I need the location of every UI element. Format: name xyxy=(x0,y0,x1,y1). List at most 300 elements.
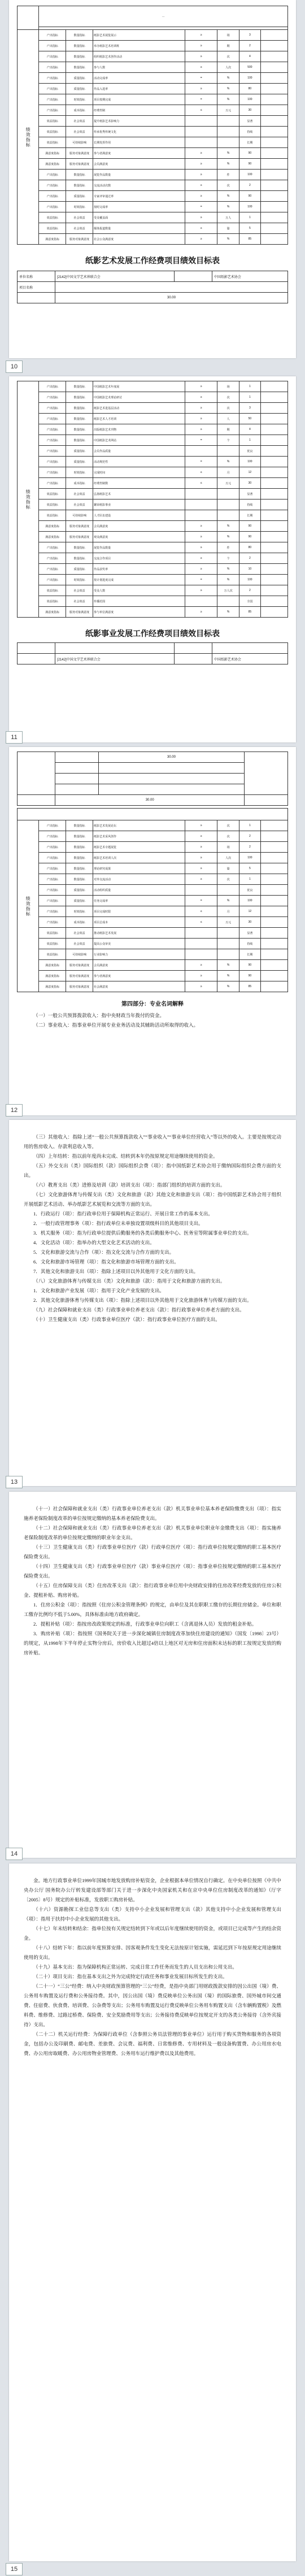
operator-cell xyxy=(185,596,217,607)
table-row xyxy=(18,949,288,960)
target-description-c xyxy=(18,809,288,820)
unit-cell: 人次 xyxy=(217,62,239,73)
remark-cell xyxy=(261,863,288,874)
paragraph: （十六）资源勘探工业信息等支出（类）支持中小企业发展和管理支出（款）其他支持中小企业发展和管理支出（项）：指用于扶持中小企业发展的其他支出。 xyxy=(24,1906,281,1922)
table-row xyxy=(18,928,288,939)
indicator-cell: 行业影响力 xyxy=(93,949,185,960)
target-label-cell xyxy=(18,6,39,30)
unit-cell xyxy=(217,939,239,949)
level1-cell: 产出指标 xyxy=(39,403,66,414)
table-row xyxy=(18,381,288,392)
unit-cell: 万元 xyxy=(217,917,239,928)
value-cell: 30 xyxy=(239,105,260,116)
level1-cell: 产出指标 xyxy=(39,820,66,831)
value-cell: 90 xyxy=(239,971,260,981)
value-cell: 1 xyxy=(239,435,260,446)
level2-cell: 质量指标 xyxy=(66,885,93,896)
operator-cell: ≥ xyxy=(185,414,217,424)
operator-cell: ≥ xyxy=(185,831,217,842)
level2-cell: 时效指标 xyxy=(66,467,93,478)
operator-cell xyxy=(185,939,217,949)
table-row xyxy=(18,191,288,202)
remark-cell xyxy=(261,885,288,896)
unit-value: [2142]中国文学艺术界联合会 xyxy=(55,271,175,282)
operator-cell: ≥ xyxy=(185,820,217,831)
remark-cell xyxy=(261,831,288,842)
remark-cell xyxy=(261,607,288,618)
table-row xyxy=(18,424,288,435)
remark-cell xyxy=(261,478,288,489)
level1-cell: 产出指标 xyxy=(39,202,66,212)
operator-cell: ≥ xyxy=(185,41,217,51)
operator-cell: ≥ xyxy=(185,223,217,234)
indicator-cell: 参与者满意度 xyxy=(93,971,185,981)
unit-cell: 篇 xyxy=(217,863,239,874)
operator-cell: ≥ xyxy=(185,30,217,41)
indicator-cell: 纸影艺术进基层活动 xyxy=(93,403,185,414)
table-row xyxy=(18,84,288,94)
operator-cell: ≥ xyxy=(185,148,217,159)
level2-cell: 社会效益 xyxy=(66,939,93,949)
level1-cell: 产出指标 xyxy=(39,542,66,553)
unit-cell: % xyxy=(217,159,239,170)
value-cell: 1 xyxy=(239,874,260,885)
table-row xyxy=(18,906,288,917)
indicator-cell: 参与单位满意度 xyxy=(93,607,185,618)
remark-cell xyxy=(261,62,288,73)
operator-cell: ≥ xyxy=(185,553,217,564)
table-row xyxy=(18,51,288,62)
indicator-cell: 提升纸影艺术影响力 xyxy=(93,116,185,127)
level2-cell: 质量指标 xyxy=(66,564,93,575)
table-row xyxy=(18,234,288,245)
paragraph: 1．文化和旅游产业发展（项）：指用于文化产业发展的支出。 xyxy=(33,1288,165,1293)
level2-cell: 社会效益 xyxy=(66,489,93,499)
remark-cell xyxy=(261,51,288,62)
level1-cell: 产出指标 xyxy=(39,553,66,564)
unit-cell: % xyxy=(217,84,239,94)
level2-cell: 质量指标 xyxy=(66,73,93,84)
remark-cell xyxy=(261,105,288,116)
indicator-cell: 传播范围 xyxy=(93,596,185,607)
table-row xyxy=(18,874,288,885)
indicator-cell: 活动完成率 xyxy=(93,73,185,84)
operator-cell: ≥ xyxy=(185,521,217,532)
remark-cell xyxy=(261,906,288,917)
operator-cell xyxy=(185,928,217,939)
operator-cell: ≥ xyxy=(185,960,217,971)
value-cell: 1 xyxy=(239,381,260,392)
unit-cell xyxy=(217,510,239,521)
unit-cell: 人 xyxy=(217,414,239,424)
value-cell: 80 xyxy=(239,542,260,553)
level2-cell: 可持续影响 xyxy=(66,510,93,521)
indicator-cell: 弘扬纸影艺术 xyxy=(93,489,185,499)
table-row xyxy=(18,917,288,928)
value-cell: 90 xyxy=(239,532,260,542)
page-number-14: 14 xyxy=(6,1848,23,1860)
paragraph: （十三）卫生健康支出（类）行政事业单位医疗（款）行政单位医疗（项）：指行政单位按规定缴纳的职工基本医疗保险费支出。 xyxy=(24,1544,281,1559)
level1-cell: 产出指标 xyxy=(39,30,66,41)
level1-cell: 满意度指标 xyxy=(39,148,66,159)
unit-cell xyxy=(217,949,239,960)
value-cell: 100 xyxy=(239,202,260,212)
target-description xyxy=(39,6,288,27)
level1-cell: 产出指标 xyxy=(39,575,66,585)
unit-cell: 个 xyxy=(217,553,239,564)
paragraph: （二十）项目支出：指在基本支出之外为完成特定行政任务和事业发展目标所发生的支出。 xyxy=(33,1974,228,1979)
unit-cell: % xyxy=(217,896,239,906)
unit-cell: 场 xyxy=(217,381,239,392)
level1-cell: 效益指标 xyxy=(39,510,66,521)
value-cell: 30 xyxy=(239,917,260,928)
unit-value-2: [2142]中国文学艺术界联合会 xyxy=(55,654,175,664)
table-row xyxy=(18,553,288,564)
table-row xyxy=(18,403,288,414)
indicator-group-label: 绩效指标 xyxy=(18,381,39,618)
paragraph: （五）外交支出（类）国际组织（款）国际组织会费（项）：指中国纸影艺术协会用于缴纳国际组织会费方面的支出。 xyxy=(24,1163,281,1178)
unit-cell: 次 xyxy=(217,403,239,414)
table-row xyxy=(18,30,288,41)
paragraph: （十九）基本支出：指为保障机构正常运转、完成日常工作任务而发生的人员支出和公用支出。 xyxy=(33,1964,237,1970)
level2-cell: 社会效益 xyxy=(66,212,93,223)
paragraph: （十五）住房保障支出（类）住房改革支出（款）：指行政事业单位用中央财政安排的住房改革经费发放的住房公积金、提租补贴、购房补贴。 xyxy=(24,1583,281,1598)
level1-cell: 产出指标 xyxy=(39,191,66,202)
operator-cell: ≥ xyxy=(185,180,217,191)
remark-cell xyxy=(261,435,288,446)
level1-cell: 效益指标 xyxy=(39,127,66,137)
operator-cell: = xyxy=(185,435,217,446)
table-row xyxy=(18,564,288,575)
operator-cell xyxy=(185,446,217,457)
unit-cell: % xyxy=(217,234,239,245)
table-row xyxy=(18,223,288,234)
level2-cell: 质量指标 xyxy=(66,191,93,202)
value-cell: 优良 xyxy=(239,446,260,457)
org-label xyxy=(174,271,212,282)
value-cell: 长期 xyxy=(239,510,260,521)
indicator-cell: 按时完成率 xyxy=(93,202,185,212)
unit-cell: 场 xyxy=(217,842,239,853)
level1-cell: 产出指标 xyxy=(39,457,66,467)
level2-cell: 服务对象满意度 xyxy=(66,532,93,542)
page-sheet-12 xyxy=(9,747,296,1115)
unit-cell: % xyxy=(217,73,239,84)
level1-cell: 效益指标 xyxy=(39,949,66,960)
level2-cell: 可持续影响 xyxy=(66,137,93,148)
table-row xyxy=(18,414,288,424)
paragraph: 7．其他文化和旅游支出（项）：指除上述项目以外其他用于文化方面的支出。 xyxy=(33,1269,199,1274)
value-cell: 持续 xyxy=(239,939,260,949)
unit-cell: % xyxy=(217,532,239,542)
remark-cell xyxy=(261,212,288,223)
unit-cell: 个 xyxy=(217,435,239,446)
operator-cell: ≥ xyxy=(185,170,217,180)
indicator-cell: 展览作品数量 xyxy=(93,170,185,180)
unit-cell: 次 xyxy=(217,51,239,62)
operator-cell: ≤ xyxy=(185,478,217,489)
indicator-cell: 传承优秀传统文化 xyxy=(93,127,185,137)
level1-cell: 产出指标 xyxy=(39,478,66,489)
unit-cell: 场 xyxy=(217,30,239,41)
operator-cell: ≤ xyxy=(185,917,217,928)
unit-cell: 期 xyxy=(217,424,239,435)
level1-cell: 产出指标 xyxy=(39,917,66,928)
level1-cell: 产出指标 xyxy=(39,381,66,392)
value-cell: 全国 xyxy=(239,596,260,607)
page-number-10: 10 xyxy=(6,360,23,373)
performance-table-b xyxy=(17,381,288,618)
table-row xyxy=(18,607,288,618)
level1-cell: 产出指标 xyxy=(39,84,66,94)
value-cell: 90 xyxy=(239,191,260,202)
page-number-11: 11 xyxy=(6,731,23,744)
unit-cell: 篇 xyxy=(217,223,239,234)
indicator-cell: 理论研究成果 xyxy=(93,863,185,874)
indicator-cell: 人才队伍建设 xyxy=(93,510,185,521)
level1-cell: 满意度指标 xyxy=(39,521,66,532)
value-cell: 30 xyxy=(239,478,260,489)
operator-cell xyxy=(185,127,217,137)
value-cell: 持续 xyxy=(239,127,260,137)
unit-cell: 次 xyxy=(217,874,239,885)
project-label: 项目名称 xyxy=(18,282,55,293)
level1-cell: 满意度指标 xyxy=(39,971,66,981)
indicator-cell: 中国纸影艺术年度展 xyxy=(93,381,185,392)
paragraph: （二十二）机关运行经费：为保障行政单位（含参照公务员法管理的事业单位）运行用于购买货物和服务的各项资金，包括办公及印刷费、邮电费、差旅费、会议费、福利费、日常维修费、专用材料及一般设备购置费、办公用房水电费、办公用房取暖费、办公用房物业管理费、公务用车运行维护费以及其他费用。 xyxy=(24,2031,281,2056)
level2-cell: 质量指标 xyxy=(66,896,93,906)
value-cell: 100 xyxy=(239,896,260,906)
unit-cell xyxy=(217,116,239,127)
level2-cell: 服务对象满意度 xyxy=(66,234,93,245)
operator-cell: ≥ xyxy=(185,403,217,414)
level1-cell: 产出指标 xyxy=(39,831,66,842)
value-cell: 显著 xyxy=(239,928,260,939)
value-cell: 90 xyxy=(239,159,260,170)
level2-cell: 数量指标 xyxy=(66,820,93,831)
indicator-cell: 纸影艺术发展论坛 xyxy=(93,820,185,831)
paragraph: （三）其他收入：指除上述“一般公共预算拨款收入”“事业收入”“事业单位经营收入”等以外的收入。主要是按规定动用的售房收入、存款利息收入等。 xyxy=(24,1134,281,1149)
operator-cell: ≥ xyxy=(185,159,217,170)
value-cell: 100 xyxy=(239,94,260,105)
remark-cell xyxy=(261,939,288,949)
paragraph: （七）文化旅游体育与传媒支出（类）文化和旅游（款）其他文化和旅游支出（项）：指中国纸影艺术协会用于组织开展纸影艺术活动、举办纸影艺术展览和交流等方面的支出。 xyxy=(24,1192,281,1207)
unit-cell xyxy=(217,446,239,457)
operator-cell xyxy=(185,510,217,521)
indicator-cell: 中国纸影艺术理论研讨 xyxy=(93,392,185,403)
value-cell: 10 xyxy=(239,564,260,575)
table-row xyxy=(18,392,288,403)
paragraph: 3．购房补贴（项）：指按照《国务院关于进一步深化城镇住房制度改革加快住房建设的通知》（国发〔1998〕23号）的规定，从1998年下半年停止实物分房后，房价收入比超过4倍以上地区对无房和住房面积未达标的职工按规定发放的购房补贴。 xyxy=(24,1631,281,1656)
performance-table-a xyxy=(17,6,288,245)
paragraph: （十八）结转下年：指以前年度预算安排、因客观条件发生变化无法按原计划实施，需延迟到下年按原规定用途继续使用的支出。 xyxy=(24,1945,281,1960)
unit-label: 单位名称 xyxy=(18,271,55,282)
level1-cell: 产出指标 xyxy=(39,105,66,116)
remark-cell xyxy=(261,874,288,885)
indicator-cell: 社会公众满意度 xyxy=(93,234,185,245)
level2-cell: 数量指标 xyxy=(66,863,93,874)
remark-cell xyxy=(261,202,288,212)
unit-cell: 人次 xyxy=(217,853,239,863)
unit-cell xyxy=(217,885,239,896)
indicator-cell: 会员作品质量 xyxy=(93,446,185,457)
remark-cell xyxy=(261,159,288,170)
indicator-cell: 项目完成时限 xyxy=(93,906,185,917)
indicator-cell: 纸影艺术专题展览 xyxy=(93,842,185,853)
remark-cell xyxy=(261,960,288,971)
paragraph: （四）上年结转：指以前年度尚未完成、结转到本年仍按原规定用途继续使用的资金。 xyxy=(33,1153,218,1159)
unit-cell: 件 xyxy=(217,170,239,180)
value-cell: 2 xyxy=(239,41,260,51)
indicator-cell: 提高公众审美 xyxy=(93,939,185,949)
remark-cell xyxy=(261,414,288,424)
indicator-cell: 完成时间 xyxy=(93,467,185,478)
level1-cell: 效益指标 xyxy=(39,928,66,939)
remark-cell xyxy=(261,820,288,831)
level1-cell: 产出指标 xyxy=(39,906,66,917)
remark-cell xyxy=(261,542,288,553)
table-row xyxy=(18,521,288,532)
indicator-cell: 会员满意度 xyxy=(93,159,185,170)
level2-cell: 质量指标 xyxy=(66,457,93,467)
unit-cell xyxy=(217,489,239,499)
operator-cell: ≥ xyxy=(185,424,217,435)
funding-grid xyxy=(17,751,288,806)
level2-cell: 数量指标 xyxy=(66,51,93,62)
operator-cell: = xyxy=(185,94,217,105)
level1-cell: 产出指标 xyxy=(39,853,66,863)
level2-cell: 时效指标 xyxy=(66,202,93,212)
value-cell: 12 xyxy=(239,906,260,917)
remark-cell xyxy=(261,392,288,403)
remark-cell xyxy=(261,596,288,607)
level2-cell: 数量指标 xyxy=(66,414,93,424)
remark-cell xyxy=(261,84,288,94)
indicator-cell: 交流合作项目 xyxy=(93,553,185,564)
indicator-cell: 会员满意度 xyxy=(93,960,185,971)
operator-cell: = xyxy=(185,457,217,467)
indicator-cell: 对外交流活动 xyxy=(93,874,185,885)
paragraph: 4．文化活动（项）：指举办的大型文化艺术活动的支出。 xyxy=(33,1240,155,1245)
level1-cell: 产出指标 xyxy=(39,51,66,62)
operator-cell xyxy=(185,885,217,896)
level2-cell: 数量指标 xyxy=(66,170,93,180)
unit-cell: % xyxy=(217,971,239,981)
remark-cell xyxy=(261,381,288,392)
project-value xyxy=(55,282,288,293)
level1-cell: 产出指标 xyxy=(39,435,66,446)
operator-cell: ≥ xyxy=(185,564,217,575)
level2-cell: 数量指标 xyxy=(66,553,93,564)
value-cell: 90 xyxy=(239,521,260,532)
unit-cell: 万元 xyxy=(217,105,239,116)
remark-cell xyxy=(261,467,288,478)
page-sheet-11 xyxy=(9,376,296,742)
level2-cell: 社会效益 xyxy=(66,596,93,607)
level1-cell: 产出指标 xyxy=(39,73,66,84)
level2-cell: 数量指标 xyxy=(66,403,93,414)
table-row xyxy=(18,510,288,521)
level1-cell: 产出指标 xyxy=(39,863,66,874)
level1-cell: 满意度指标 xyxy=(39,159,66,170)
paragraph: （十二）社会保障和就业支出（类）行政事业单位养老支出（款）机关事业单位职业年金缴费支出（项）：指实施养老保险制度改革的单位按规定缴纳的职业年金支出。 xyxy=(24,1525,281,1540)
table-row xyxy=(18,212,288,223)
indicator-cell: 参与者满意度 xyxy=(93,148,185,159)
level1-cell: 产出指标 xyxy=(39,564,66,575)
level2-cell: 数量指标 xyxy=(66,435,93,446)
unit-cell: 月 xyxy=(217,467,239,478)
indicator-cell: 纸影艺术人才培训 xyxy=(93,414,185,424)
value-cell: 4 xyxy=(239,51,260,62)
value-cell: 100 xyxy=(239,170,260,180)
remark-cell xyxy=(261,521,288,532)
paragraph: 1．行政运行（项）：指行政单位用于保障机构正常运行、开展日常工作的基本支出。 xyxy=(33,1211,213,1217)
operator-cell: = xyxy=(185,896,217,906)
table-row xyxy=(18,585,288,596)
table-row xyxy=(18,127,288,137)
operator-cell: = xyxy=(185,575,217,585)
value-cell: 5 xyxy=(239,863,260,874)
unit-cell xyxy=(217,596,239,607)
page-number-12: 12 xyxy=(6,1104,23,1117)
level1-cell: 满意度指标 xyxy=(39,234,66,245)
value-cell: 1 xyxy=(239,820,260,831)
operator-cell: ≥ xyxy=(185,971,217,981)
table-caption-2: 纸影事业发展工作经费项目绩效目标表 xyxy=(85,630,220,638)
value-cell: 1 xyxy=(239,212,260,223)
level2-cell: 服务对象满意度 xyxy=(66,159,93,170)
table-row xyxy=(18,489,288,499)
indicator-cell: 纸影艺术展览展示 xyxy=(93,30,185,41)
level1-cell: 产出指标 xyxy=(39,180,66,191)
value-cell: 2 xyxy=(239,842,260,853)
table-row xyxy=(18,532,288,542)
value-cell: 优良 xyxy=(239,885,260,896)
unit-cell: 件 xyxy=(217,542,239,553)
value-cell: 1 xyxy=(239,392,260,403)
remark-cell xyxy=(261,896,288,906)
operator-cell: ≥ xyxy=(185,542,217,553)
amount-label xyxy=(18,293,55,303)
unit-cell: 月 xyxy=(217,906,239,917)
level2-cell: 社会效益 xyxy=(66,499,93,510)
remark-cell xyxy=(261,180,288,191)
level1-cell: 效益指标 xyxy=(39,116,66,127)
table-row xyxy=(18,73,288,84)
level1-cell: 产出指标 xyxy=(39,392,66,403)
level1-cell: 满意度指标 xyxy=(39,981,66,992)
value-cell: 90 xyxy=(239,960,260,971)
page-sheet-15 xyxy=(9,1863,296,2561)
remark-cell xyxy=(261,928,288,939)
value-cell: 85 xyxy=(239,234,260,245)
level2-cell: 数量指标 xyxy=(66,874,93,885)
indicator-cell: 展览作品数量 xyxy=(93,542,185,553)
value-cell: 85 xyxy=(239,981,260,992)
level2-cell: 时效指标 xyxy=(66,575,93,585)
remark-cell xyxy=(261,127,288,137)
value-cell: 显著 xyxy=(239,116,260,127)
table-row xyxy=(18,148,288,159)
value-cell: 2 xyxy=(239,553,260,564)
remark-cell xyxy=(261,564,288,575)
indicator-cell: 经费控制数 xyxy=(93,478,185,489)
value-cell: 2 xyxy=(239,831,260,842)
remark-cell xyxy=(261,73,288,84)
remark-cell xyxy=(261,853,288,863)
remark-cell xyxy=(261,191,288,202)
level2-cell: 数量指标 xyxy=(66,853,93,863)
